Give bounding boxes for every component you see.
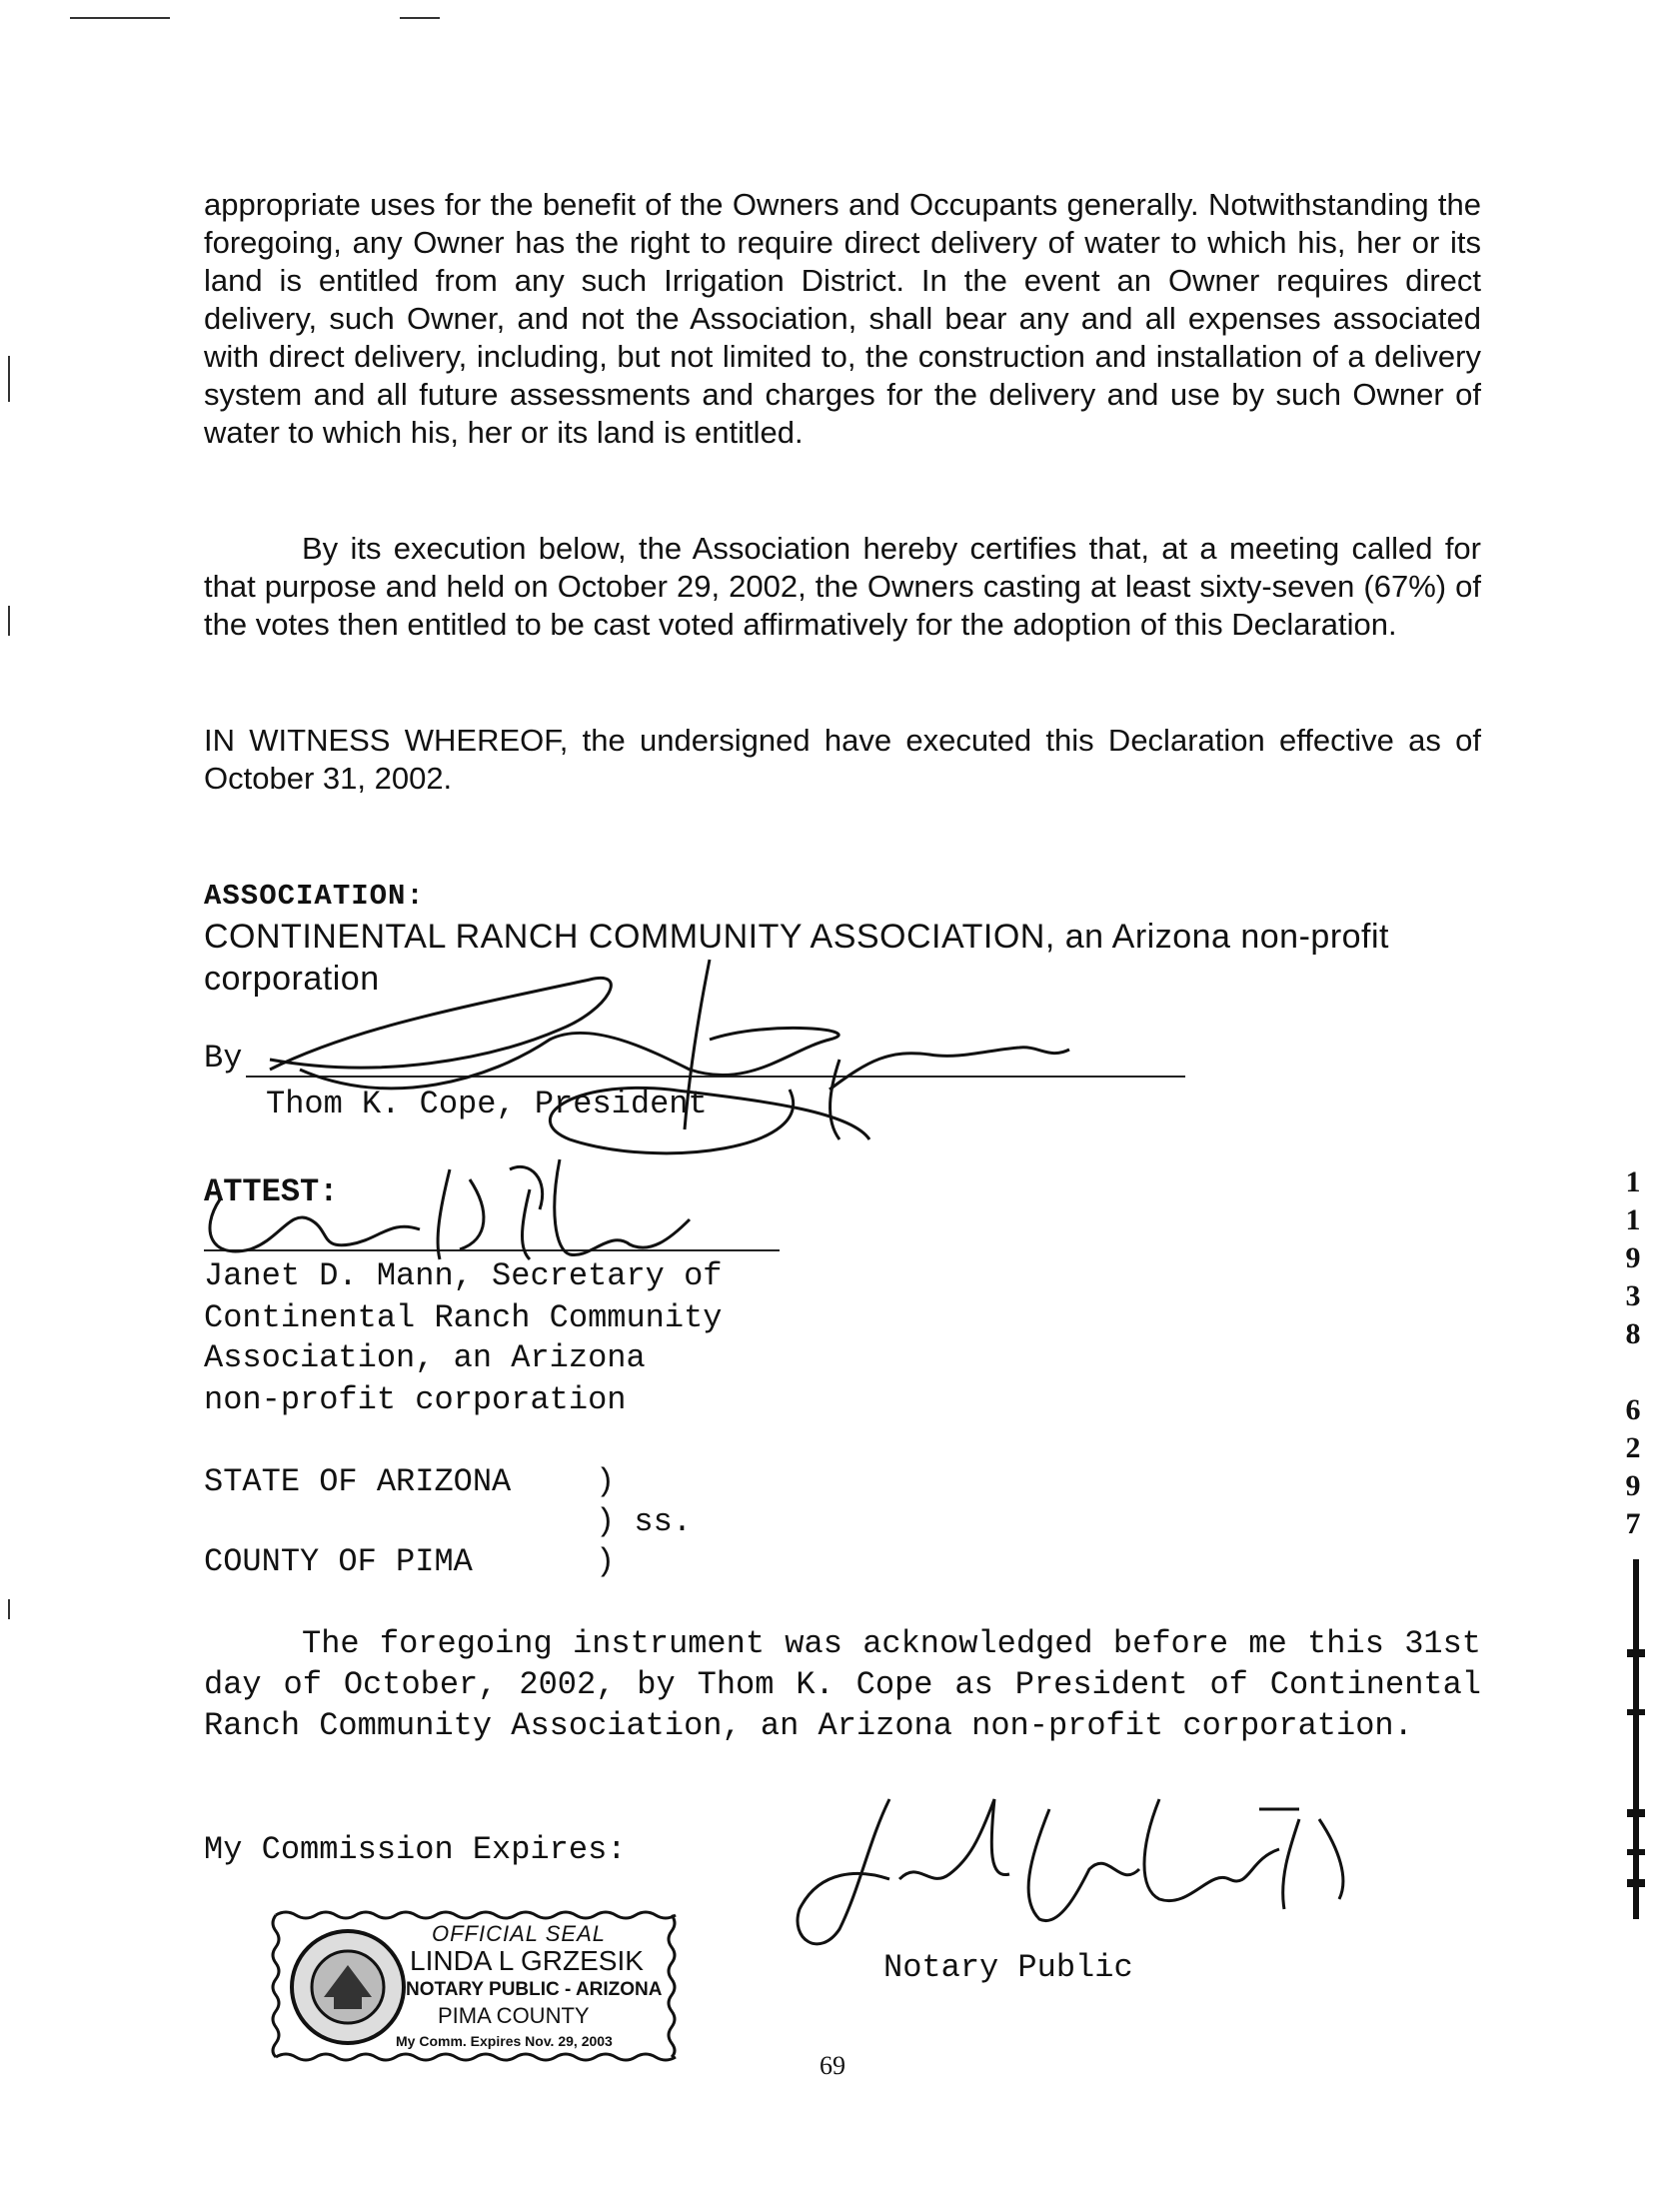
recording-number-digit: 9 <box>1625 1241 1641 1274</box>
signature-stroke <box>438 1169 484 1259</box>
recording-number-digit: 1 <box>1625 1203 1641 1236</box>
seal-notary-name: LINDA L GRZESIK <box>410 1945 644 1976</box>
signature-stroke <box>300 1028 839 1088</box>
commission-expires-label: My Commission Expires: <box>204 1831 627 1868</box>
recording-number-digit: 3 <box>1625 1279 1641 1312</box>
signature-stroke <box>830 1048 1069 1090</box>
acknowledgment-text: The foregoing instrument was acknowledged before me this 31st day of October, 2002, by Thom K. Cope as President of Continental Ranch Community Association, an Arizona non-profit corporation. <box>204 1625 1481 1744</box>
association-name-line-2: corporation <box>204 960 380 998</box>
secretary-signature <box>190 1149 710 1279</box>
scan-artifact-line <box>70 17 170 19</box>
president-signer-line: Thom K. Cope, President <box>266 1086 708 1122</box>
notary-public-label: Notary Public <box>883 1949 1133 1986</box>
recording-number-digit: 7 <box>1625 1507 1641 1540</box>
signature-stroke <box>210 1199 420 1251</box>
paragraph-water-delivery: appropriate uses for the benefit of the Owners and Occupants generally. Notwithstanding the foregoing, any Owner has the right to require direct delivery of water to which his, her or its land is entitled from any such Irrigation District. In the event an Owner requires direct delivery, such Owner, and not the Association, shall bear any and all expenses associated with direct delivery, including, but not limited to, the construction and installation of a delivery system and all future assessments and charges for the delivery and use by such Owner of water to which his, her or its land is entitled. <box>204 187 1481 450</box>
attest-line-4: non-profit corporation <box>204 1381 627 1418</box>
official-seal <box>268 1907 680 2065</box>
scan-artifact-line <box>400 17 440 19</box>
attest-line-2: Continental Ranch Community <box>204 1299 723 1336</box>
signature-stroke <box>899 1799 1009 1879</box>
attest-line-1: Janet D. Mann, Secretary of <box>204 1257 723 1294</box>
recording-number-digit: 1 <box>1625 1165 1641 1198</box>
signature-stroke <box>1144 1799 1279 1901</box>
scan-artifact-line <box>8 606 10 636</box>
recording-number-digit: 2 <box>1625 1431 1641 1464</box>
notary-signature <box>780 1779 1379 1959</box>
venue-ss: ) ss. <box>596 1503 693 1540</box>
recording-number-digit: 9 <box>1625 1469 1641 1502</box>
scan-artifact-line <box>8 1599 10 1619</box>
by-label: By <box>204 1040 243 1077</box>
signature-stroke <box>831 1060 840 1139</box>
signature-stroke <box>685 960 710 1129</box>
seal-official-seal: OFFICIAL SEAL <box>432 1921 606 1946</box>
signature-stroke <box>1028 1809 1139 1921</box>
association-heading: ASSOCIATION: <box>204 880 425 913</box>
venue-state: STATE OF ARIZONA <box>204 1463 512 1500</box>
recording-number-digit: 6 <box>1625 1393 1641 1426</box>
signature-stroke <box>550 1088 869 1152</box>
signature-stroke <box>1283 1819 1343 1909</box>
signature-stroke <box>523 1159 691 1259</box>
attest-heading: ATTEST: <box>204 1173 339 1210</box>
page-number: 69 <box>820 2051 845 2080</box>
paragraph-witness: IN WITNESS WHEREOF, the undersigned have executed this Declaration effective as of October 31, 2002. <box>204 723 1481 796</box>
signature-stroke <box>270 978 611 1070</box>
seal-notary-state: NOTARY PUBLIC - ARIZONA <box>406 1979 663 2000</box>
venue-county: COUNTY OF PIMA <box>204 1543 473 1580</box>
margin-binding-mark <box>1617 1559 1657 1919</box>
venue-paren-1: ) <box>596 1463 616 1500</box>
association-name-line: CONTINENTAL RANCH COMMUNITY ASSOCIATION, an Arizona non-profit <box>204 918 1390 956</box>
signature-stroke <box>798 1799 889 1944</box>
attest-line-3: Association, an Arizona <box>204 1339 646 1376</box>
scan-artifact-line <box>8 356 10 402</box>
recording-number-digit: 8 <box>1625 1317 1641 1350</box>
seal-county: PIMA COUNTY <box>438 2003 590 2028</box>
seal-expiration: My Comm. Expires Nov. 29, 2003 <box>396 2033 613 2049</box>
paragraph-certification: By its execution below, the Association hereby certifies that, at a meeting called for that purpose and held on October 29, 2002, the Owners casting at least sixty-seven (67%) of the votes then entitled to be cast voted affirmatively for the adoption of this Declaration. <box>204 531 1481 642</box>
venue-paren-3: ) <box>596 1543 616 1580</box>
